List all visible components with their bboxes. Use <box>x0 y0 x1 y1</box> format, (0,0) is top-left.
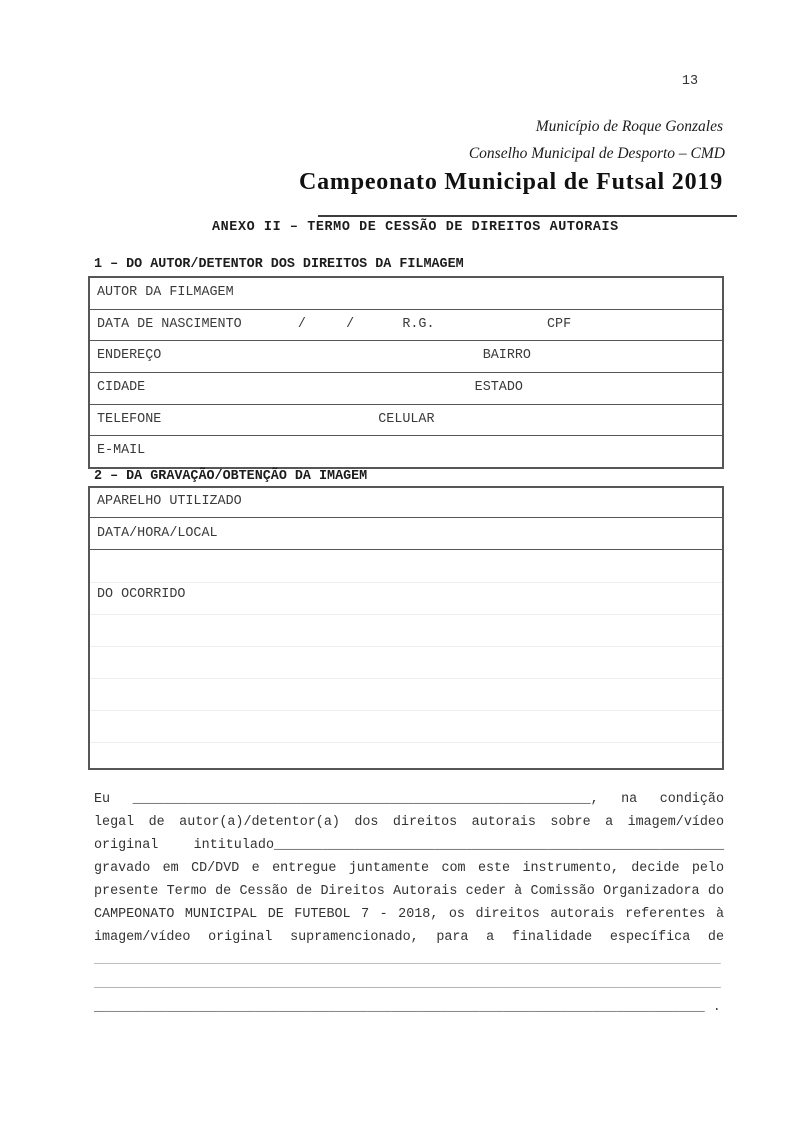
declaration-line: legal de autor(a)/detentor(a) dos direitos autorais sobre a imagem/vídeo <box>94 815 724 830</box>
form-row-do-ocorrido <box>90 549 722 768</box>
header-org-line1: Município de Roque Gonzales <box>535 118 723 135</box>
section2-heading: 2 – DA GRAVAÇÃO/OBTENÇÃO DA IMAGEM <box>94 469 368 484</box>
writing-guide-line <box>90 678 722 679</box>
declaration-line: gravado em CD/DVD e entregue juntamente com este instrumento, decide pelo <box>94 861 724 876</box>
writing-guide-line <box>90 614 722 615</box>
form-row-endereco-bairro: ENDEREÇO BAIRRO <box>90 340 722 372</box>
form-row-nascimento-rg-cpf: DATA DE NASCIMENTO / / R.G. CPF <box>90 309 722 341</box>
declaration-line: presente Termo de Cessão de Direitos Autorais ceder à Comissão Organizadora do <box>94 884 724 899</box>
writing-guide-line <box>90 646 722 647</box>
title-rule <box>318 215 737 217</box>
writing-guide-line <box>90 710 722 711</box>
header-org-line2: Conselho Municipal de Desporto – CMD <box>468 145 725 162</box>
form-row-telefone-celular: TELEFONE CELULAR <box>90 404 722 436</box>
form-row-autor-filmagem: AUTOR DA FILMAGEM <box>97 285 234 300</box>
declaration-line: Eu _________________________________________________________, na condição <box>94 792 724 807</box>
blank-fill-line: ______________________________________________________________________________ <box>94 952 721 967</box>
author-info-table <box>88 276 724 469</box>
writing-guide-line <box>90 742 722 743</box>
form-row-aparelho: APARELHO UTILIZADO <box>97 494 242 509</box>
form-row-email: E-MAIL <box>90 435 722 467</box>
recording-info-table <box>88 486 724 770</box>
annex-title: ANEXO II – TERMO DE CESSÃO DE DIREITOS AUTORAIS <box>212 220 619 235</box>
declaration-paragraph <box>94 788 724 949</box>
blank-fill-line: ______________________________________________________________________________ <box>94 976 721 991</box>
page-number: 13 <box>681 74 698 89</box>
document-title: Campeonato Municipal de Futsal 2019 <box>298 169 723 195</box>
writing-guide-line <box>90 582 722 583</box>
blank-fill-line: ____________________________________________________________________________ . <box>94 1000 721 1015</box>
form-row-cidade-estado: CIDADE ESTADO <box>90 372 722 404</box>
form-row-data-hora-local: DATA/HORA/LOCAL <box>90 517 722 549</box>
declaration-line: original intitulado________________________________________________________ <box>94 838 724 853</box>
declaration-line: CAMPEONATO MUNICIPAL DE FUTEBOL 7 - 2018, os direitos autorais referentes à <box>94 907 724 922</box>
section1-heading: 1 – DO AUTOR/DETENTOR DOS DIREITOS DA FILMAGEM <box>94 257 464 272</box>
form-row-do-ocorrido-label: DO OCORRIDO <box>97 586 186 602</box>
declaration-line: imagem/vídeo original supramencionado, para a finalidade específica de <box>94 930 724 945</box>
